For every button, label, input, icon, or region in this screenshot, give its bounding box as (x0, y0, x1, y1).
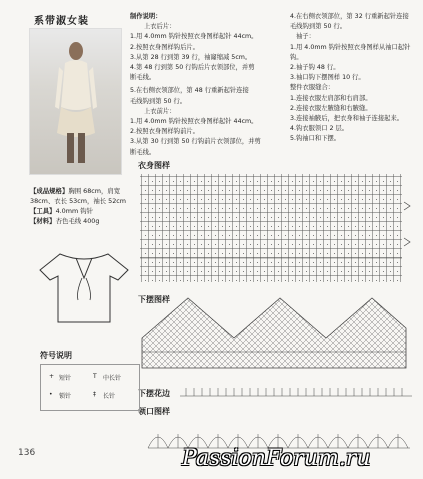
instruction-line: 4.钩衣服领口 2 层。 (290, 125, 349, 133)
instruction-line: 断毛线。 (130, 74, 156, 82)
back-panel-heading: 上衣后片： (144, 23, 176, 31)
hem-pattern-chart (138, 292, 413, 370)
method-heading: 制作说明： (130, 13, 162, 20)
legend-title: 符号说明 (40, 351, 72, 360)
tool-spec: 【工具】4.0mm 钩针 (30, 207, 93, 215)
instruction-line: 2.袖子钩 48 行。 (290, 64, 340, 72)
instruction-line: 1.用 4.0mm 钩针按照衣身图样从袖口起针 (290, 43, 411, 51)
sleeve-heading: 袖子： (296, 33, 315, 41)
legend-label: 锁针 (59, 393, 72, 400)
watermark: PassionForum.ru (182, 446, 371, 471)
legend-label: 长针 (103, 393, 116, 400)
instruction-line: 3.从第 28 行到第 39 行，袖窿缩减 5cm。 (130, 53, 252, 61)
hem-edge-chart (180, 383, 412, 399)
size-spec: 【成品规格】胸围 68cm，肩宽 38cm、衣长 53cm，袖长 52cm (30, 187, 127, 205)
instruction-line: 1.用 4.0mm 钩针按照衣身图样起针 44cm。 (130, 33, 258, 41)
instruction-line: 5.钩袖口和下摆。 (290, 135, 341, 143)
instruction-line: 毛线钩到第 50 行。 (130, 97, 187, 105)
instruction-line: 3.连接袖腋后，把衣身和袖子连接起来。 (290, 115, 404, 123)
legend-label: 中长针 (103, 375, 122, 382)
material-spec: 【材料】杏色毛线 400g (30, 217, 100, 225)
instruction-line: 4.第 48 行到第 50 行钩后片衣领部位，并剪 (130, 64, 255, 72)
page-number: 136 (18, 448, 36, 458)
legend-box (40, 364, 140, 411)
instruction-line: 1.用 4.0mm 钩针按照衣身图样起针 44cm。 (130, 118, 258, 126)
instruction-line: 5.在右侧衣领部位，第 48 行重新起针连接 (130, 87, 249, 95)
instruction-line: 4.在右侧衣领部位，第 32 行重新起针连接 (290, 13, 409, 20)
assembly-heading: 整件衣服缝合： (290, 84, 335, 92)
legend-symbol: T (93, 373, 97, 380)
body-pattern-title: 衣身图样 (138, 161, 170, 170)
instruction-line: 2.连接衣服左腋缝和右腋缝。 (290, 104, 372, 112)
instruction-line: 断毛线。 (130, 148, 156, 156)
model-photo (29, 28, 122, 175)
instruction-line: 2.按照衣身图样钩后片。 (130, 43, 199, 51)
garment-outline-sketch (38, 250, 130, 326)
front-panel-heading: 上衣前片： (144, 107, 176, 115)
legend-symbol: ‡ (93, 391, 96, 398)
instruction-line: 3.袖口钩下摆图样 10 行。 (290, 74, 365, 82)
instructions-column-2 (290, 12, 415, 145)
hem-pattern-title: 下摆图样 (138, 295, 170, 304)
instruction-line: 2.按照衣身图样钩前片。 (130, 128, 199, 136)
page-title: 系带淑女装 (34, 16, 89, 27)
legend-label: 短针 (59, 375, 72, 382)
hem-edge-title: 下摆花边 (138, 389, 170, 398)
specs-block (30, 186, 130, 226)
collar-pattern-title: 领口图样 (138, 407, 170, 416)
instructions-column-1 (130, 12, 275, 158)
instruction-line: 3.从第 30 行到第 50 行钩前片衣领部位，并剪 (130, 138, 261, 146)
model-figure-illustration (55, 37, 97, 165)
instruction-line: 1.连接衣服左肩部和右肩部。 (290, 94, 372, 102)
body-pattern-chart (138, 172, 413, 284)
instruction-line: 毛线钩到第 50 行。 (290, 23, 347, 31)
legend-symbol: • (49, 391, 53, 398)
legend-symbol: + (49, 373, 55, 380)
instruction-line: 钩。 (290, 53, 303, 61)
